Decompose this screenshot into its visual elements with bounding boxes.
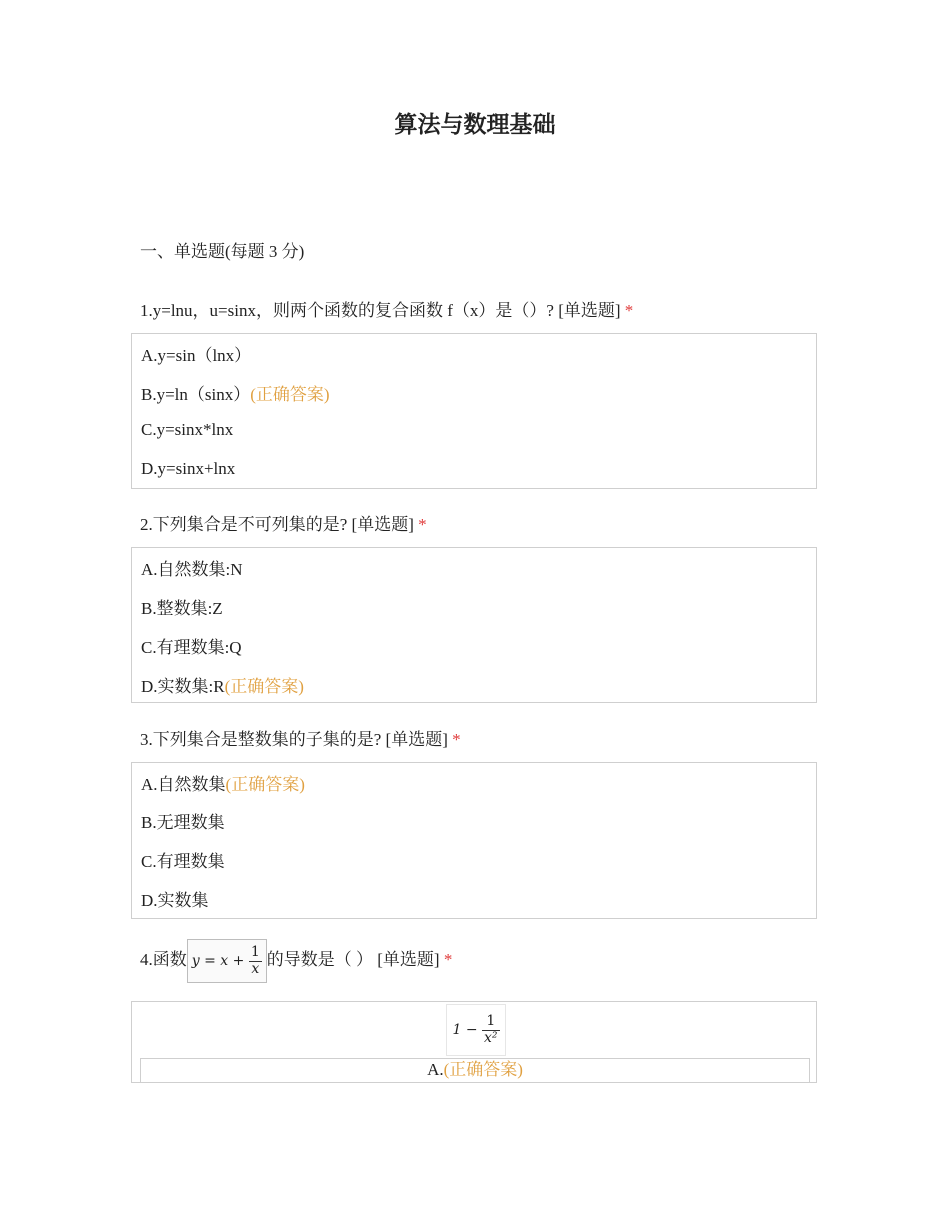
correct-answer-badge: (正确答案): [225, 775, 305, 794]
question-2: [140, 510, 427, 535]
page-title: 算法与数理基础: [394, 112, 556, 137]
question-1-text: 1.y=lnu，u=sinx，则两个函数的复合函数 f（x）是（）? [单选题]: [140, 301, 621, 320]
required-star: *: [452, 730, 461, 749]
question-1: [140, 296, 633, 321]
question-1-options: [131, 333, 817, 489]
question-4-options: [131, 1001, 817, 1083]
question-3-options: [131, 762, 817, 919]
question-3: [140, 725, 461, 750]
option-2d[interactable]: D.实数集:R(正确答案): [141, 677, 304, 696]
correct-answer-badge: (正确答案): [224, 677, 304, 696]
option-1c[interactable]: C.y=sinx*lnx: [141, 420, 234, 439]
correct-answer-badge: (正确答案): [443, 1060, 523, 1079]
required-star: *: [443, 950, 453, 969]
formula-image: y = x + $\frac{1}{x}$: [187, 939, 267, 983]
option-2c[interactable]: C.有理数集:Q: [141, 638, 242, 657]
formula-image: 1 − $\frac{1}{\text{x²}}$: [446, 1004, 506, 1056]
option-2b[interactable]: B.整数集:Z: [141, 599, 223, 618]
section-heading: 一、单选题(每题 3 分): [140, 242, 305, 261]
option-3d[interactable]: D.实数集: [141, 891, 209, 910]
question-2-options: [131, 547, 817, 703]
question-4: [140, 938, 452, 983]
option-3b[interactable]: B.无理数集: [141, 813, 225, 832]
option-1b[interactable]: B.y=ln（sinx）(正确答案): [141, 385, 330, 404]
required-star: *: [418, 515, 427, 534]
question-4-prefix: 4.函数: [140, 950, 187, 969]
question-2-text: 2.下列集合是不可列集的是? [单选题]: [140, 515, 414, 534]
option-3a[interactable]: A.自然数集(正确答案): [141, 775, 305, 794]
correct-answer-badge: (正确答案): [250, 385, 330, 404]
option-1d[interactable]: D.y=sinx+lnx: [141, 459, 236, 478]
required-star: *: [624, 301, 634, 320]
option-3c[interactable]: C.有理数集: [141, 852, 225, 871]
option-1a[interactable]: A.y=sin（lnx）: [141, 346, 252, 365]
option-2a[interactable]: A.自然数集:N: [141, 560, 243, 579]
option-4a[interactable]: A.(正确答案): [140, 1058, 810, 1083]
question-3-text: 3.下列集合是整数集的子集的是? [单选题]: [140, 730, 448, 749]
question-4-suffix: 的导数是（ ） [单选题]: [266, 950, 440, 969]
